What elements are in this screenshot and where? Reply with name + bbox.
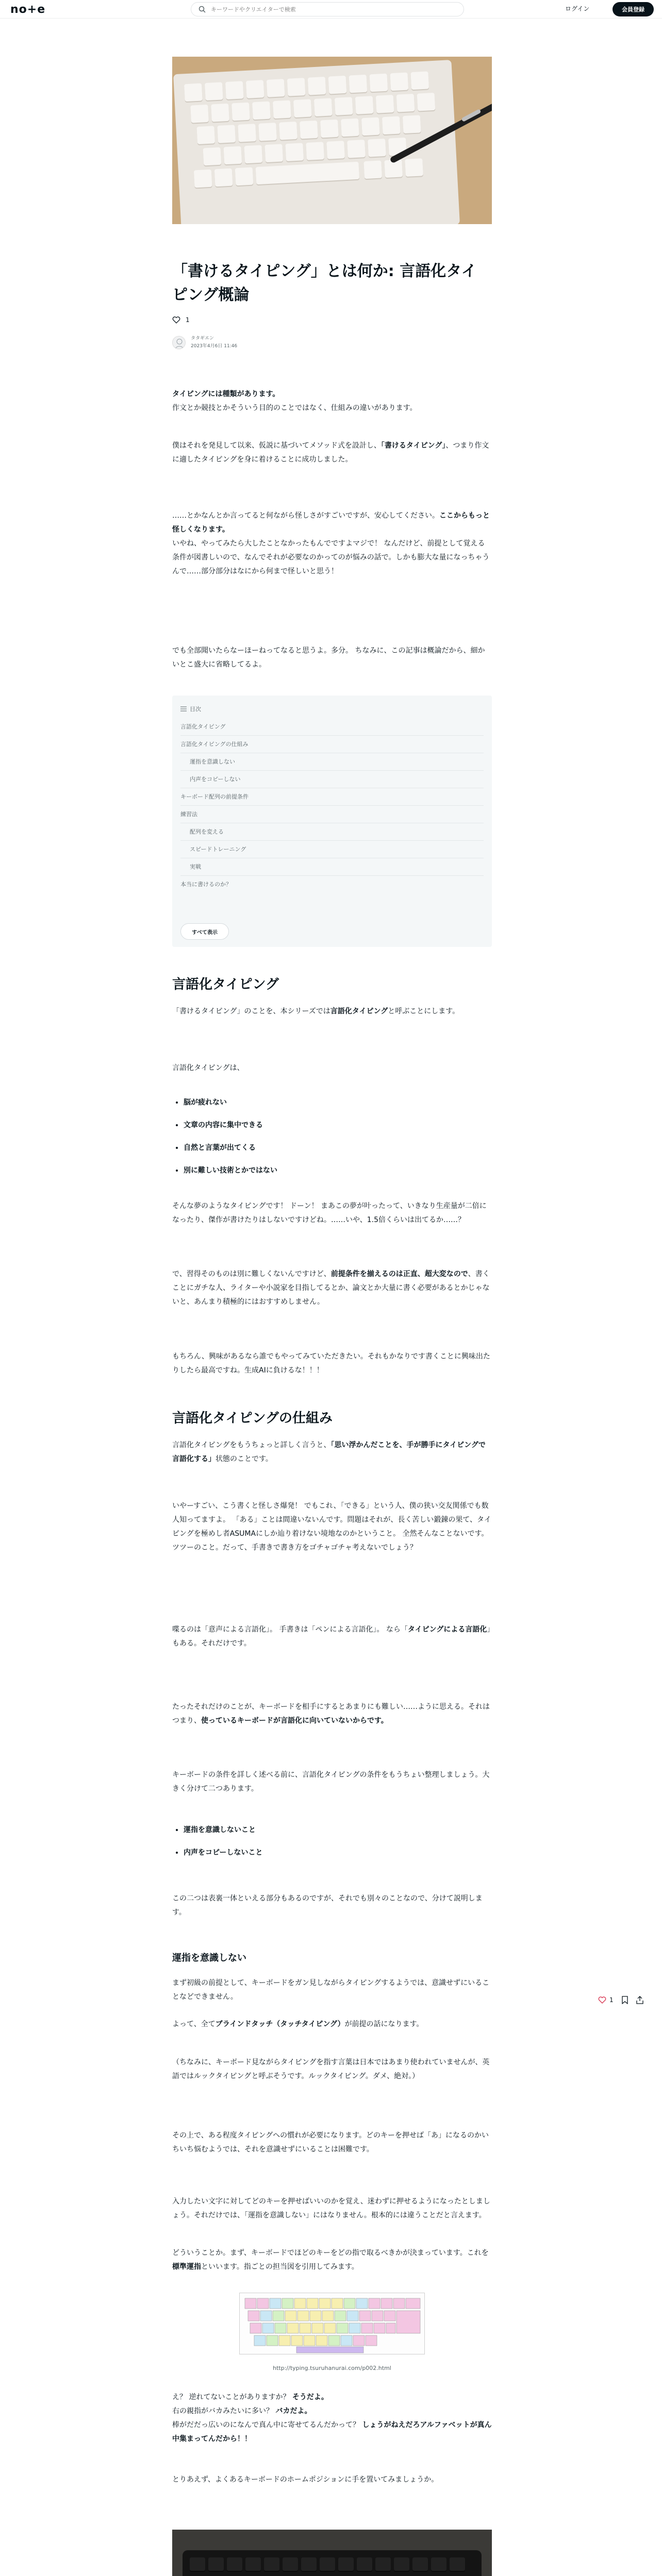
author-block — [172, 335, 237, 350]
toc-item[interactable]: 本当に書けるのか？ — [180, 881, 231, 888]
table-of-contents — [172, 696, 492, 947]
sec2-paragraph-5: キーボードの条件を詳しく述べる前に、言語化タイピングの条件をもうちょい整理しましょう。大きく分けて二つあります。 — [172, 1771, 490, 1793]
home-position-photo — [172, 2530, 492, 2576]
sec3-paragraph-2: よって、全てブラインドタッチ（タッチタイピング）が前提の話になります。 — [172, 2020, 424, 2028]
sec2-paragraph-2: いやーすごい、こう書くと怪しさ爆発！ でもこれ、「できる」という人、僕の狭い交友関係でも数人知ってますよ。 「ある」ことは間違いないんです。問題はそれが、長く苦しい鍛錬の果て、タイピングを極めし者ASUMAにしか辿り着けない境地なのかということ。 全然そんなことないです。ツツーのこと。だって、手書きで書き方をゴチャゴチャ考えないでしょう？ — [172, 1502, 491, 1552]
share-icon[interactable] — [636, 1996, 643, 2004]
sec1-paragraph-2: 言語化タイピングは、 — [172, 1064, 244, 1072]
article-title: 「書けるタイピング」とは何か: 言語化タイピング概論 — [172, 262, 477, 304]
sec3-paragraph-5: 入力したい文字に対してどのキーを押せばいいのかを覚え、迷わずに押せるようになったとしましょう。それだけでは、「運指を意識しない」にはなりません。根本的には違うことだと言えます。 — [172, 2197, 490, 2219]
list-item: • 脳が疲れない — [184, 1091, 493, 1114]
sec2-bullet-list — [184, 1819, 493, 1864]
like-count[interactable]: 1 — [186, 316, 190, 324]
sec3-paragraph-8: とりあえず、よくあるキーボードのホームポジションに手を置いてみましょうか。 — [172, 2476, 439, 2484]
sec1-bullet-list — [184, 1091, 493, 1182]
avatar[interactable] — [172, 336, 186, 349]
section-heading-1: 言語化タイピング — [172, 977, 279, 992]
sec3-paragraph-7: え？ 逆れてないことがありますか？ そうだよ。 右の親指がバカみたいに多い？ バカだよ。 棒がだだっ広いのになんで真ん中に寄せてるんだかって？ しょうがねえだろアルファベットが真ん中集まってんだから！！ — [172, 2393, 492, 2443]
sec1-paragraph-1: 「書けるタイピング」のことを、本シリーズでは言語化タイピングと呼ぶことにします。 — [172, 1007, 460, 1015]
toc-item[interactable]: 内声をコピーしない — [180, 771, 484, 788]
search-bar[interactable] — [191, 2, 464, 16]
intro-paragraph-4: でも全部聞いたらなーほーねってなると思うよ。多分。 ちなみに、この記事は概論だから、細かいとこ盛大に省略してるよ。 — [172, 647, 485, 669]
toc-item[interactable]: スピードトレーニング — [180, 841, 484, 858]
note-logo[interactable]: no+e — [10, 3, 46, 16]
sec3-paragraph-3: （ちなみに、キーボード見ながらタイピングを指す言葉は日本ではあまり使われていませんが、英語ではルックタイピングと呼ぶそうです。ルックタイピング。ダメ、絶対。） — [172, 2058, 490, 2080]
intro-paragraph-1: タイピングには種類があります。 作文とか競技とかそういう目的のことではなく、仕組みの違いがあります。 — [172, 390, 417, 412]
floating-action-bar — [598, 1996, 643, 2004]
list-item: • 内声をコピーしないこと — [184, 1841, 493, 1864]
keyboard-photo-illustration — [183, 2550, 482, 2576]
sec3-paragraph-4: その上で、ある程度タイピングへの慣れが必要になります。どのキーを押せば「あ」になるのかいちいち悩むようでは、それを意識せずにいることは困難です。 — [172, 2131, 489, 2154]
toc-item[interactable]: 配列を変える — [180, 823, 484, 841]
diagram-caption-link[interactable]: http://typing.tsuruhanurai.com/p002.html — [273, 2365, 391, 2371]
toc-item[interactable]: 言語化タイピング — [180, 718, 484, 736]
list-icon — [180, 706, 187, 711]
keyboard-finger-chart-icon — [240, 2293, 425, 2355]
section-heading-3: 運指を意識しない — [172, 1953, 246, 1963]
side-like-count[interactable]: 1 — [609, 1996, 614, 2004]
toc-item[interactable]: キーボード配列の前提条件 — [180, 788, 484, 806]
toc-item[interactable]: 言語化タイピングの仕組み — [180, 736, 484, 753]
toc-item[interactable]: 練習法 — [180, 806, 484, 823]
sec1-paragraph-3: そんな夢のようなタイピングです！ ドーン！ まあこの夢が叶ったって、いきなり生産量が二倍になったり、傑作が書けたりはしないですけどね。……いや、1.5倍くらいは出てるか……？ — [172, 1202, 487, 1224]
sec3-paragraph-6: どういうことか。まず、キーボードでほどのキーをどの指で取るべきかが決まっています。これを標準運指といいます。指ごとの担当図を引用してみます。 — [172, 2249, 489, 2271]
sec2-paragraph-6: この二つは表裏一体といえる部分もあるのですが、それでも別々のことなので、分けて説明します。 — [172, 1894, 483, 1917]
sec2-paragraph-4: たったそれだけのことが、キーボードを相手にするとあまりにも難しい……ように思える。それはつまり、使っているキーボードが言語化に向いていないからです。 — [172, 1703, 490, 1725]
toc-item[interactable]: 運指を意識しない — [180, 753, 484, 771]
list-item: • 自然と言葉が出てくる — [184, 1137, 493, 1159]
keyboard-illustration — [173, 60, 460, 224]
search-input[interactable] — [211, 6, 448, 13]
sec2-paragraph-1: 言語化タイピングをもうちょっと詳しく言うと、「思い浮かんだことを、手が勝手にタイピングで言語化する」状態のことです。 — [172, 1441, 486, 1463]
list-item: • 文章の内容に集中できる — [184, 1114, 493, 1137]
list-item: • 別に難しい技術とかではない — [184, 1159, 493, 1182]
bookmark-icon[interactable] — [622, 1996, 628, 2004]
sec3-paragraph-1: まず初級の前提として、キーボードをガン見しながらタイピングするようでは、意識せずにいることなどできません。 — [172, 1979, 490, 2001]
intro-paragraph-2: 僕はそれを発見して以来、仮説に基づいてメソッド式を設計し、「書けるタイピング」、つまり作文に適したタイピングを身に着けることに成功しました。 — [172, 442, 489, 464]
sec1-paragraph-5: もちろん、興味があるなら誰でもやってみていただきたい。それもかなりです書くことに興味出たりしたら最高ですね。生成AIに負けるな！！！ — [172, 1352, 490, 1375]
hero-image-keyboard — [172, 57, 492, 224]
author-name[interactable]: タタギエン — [191, 336, 214, 341]
heart-icon[interactable] — [172, 316, 180, 324]
finger-assignment-diagram — [239, 2293, 425, 2354]
list-item: • 運指を意識しないこと — [184, 1819, 493, 1841]
publish-date: 2023年4月6日 11:46 — [191, 344, 238, 349]
login-link[interactable]: ログイン — [565, 5, 590, 12]
like-area — [172, 316, 190, 324]
toc-header: 目次 — [180, 705, 484, 713]
toc-item[interactable]: 実戦 — [180, 858, 484, 876]
heart-icon[interactable] — [598, 1996, 606, 2004]
sec2-paragraph-3: 喋るのは「意声による言語化」。 手書きは「ペンによる言語化」。 なら「タイピングによる言語化」もある。それだけです。 — [172, 1625, 491, 1648]
signup-button[interactable]: 会員登録 — [613, 2, 654, 16]
avatar-illustration-icon — [173, 336, 186, 349]
sec1-paragraph-4: で、習得そのものは別に難しくないんですけど、前提条件を揃えるのは正直、超大変なので、書くことにガチな人、ライターや小説家を目指してるとか、論文とか大量に書く必要があるとかじゃないと、あんまり積極的にはおすすめしません。 — [172, 1270, 490, 1306]
intro-paragraph-3: ……とかなんとか言ってると何ながら怪しさがすごいですが、安心してください。ここからもっと怪しくなります。 いやね、やってみたら大したことなかったもんでですよマジで！ なんだけど、前提として覚える条件が図書しいので、なんでそれが必要なのかってのが悩みの話で。しかも膨大な量になっちゃうんで……部分部分はなにから何まで怪しいと思う！ — [172, 512, 490, 575]
section-heading-2: 言語化タイピングの仕組み — [172, 1411, 333, 1426]
site-header — [0, 0, 662, 19]
search-icon — [198, 6, 206, 13]
toc-show-all-button[interactable]: すべて表示 — [180, 923, 229, 940]
